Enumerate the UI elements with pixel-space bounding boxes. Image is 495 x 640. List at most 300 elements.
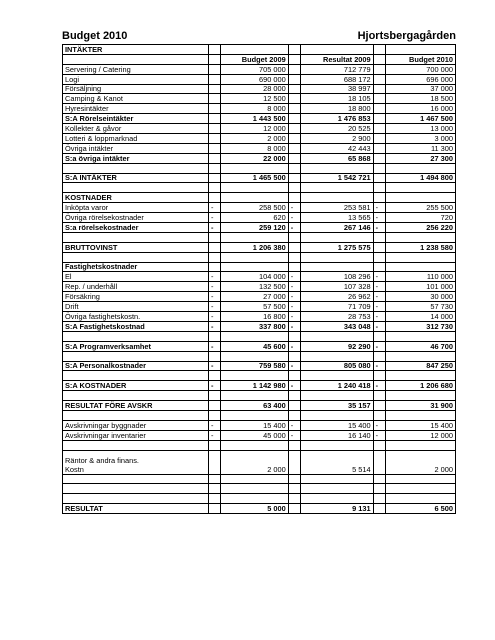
cell-budget-2010	[385, 183, 455, 193]
cell-sign-result-2009	[288, 401, 300, 411]
cell-sign-2010	[373, 351, 385, 361]
empty-row	[63, 494, 456, 504]
cell-sign-2009	[209, 262, 221, 272]
cell-sign-result-2009	[288, 84, 300, 94]
cell-sign-2009	[209, 232, 221, 242]
cell-label: Servering / Catering	[63, 64, 209, 74]
cell-sign-2010	[373, 242, 385, 252]
cell-result-2009: 92 290	[300, 341, 373, 351]
cell-budget-2009: 2 000	[220, 134, 288, 144]
cell-sign-2010: -	[373, 223, 385, 233]
cell-budget-2009: 22 000	[220, 153, 288, 163]
cell-label: Hyresintäkter	[63, 104, 209, 114]
cell-sign-2010	[373, 64, 385, 74]
cell-sign-2009: -	[209, 213, 221, 223]
cell-result-2009: 805 080	[300, 361, 373, 371]
table-row	[63, 341, 456, 351]
cell-sign-2010: -	[373, 321, 385, 331]
cell-sign-result-2009: -	[288, 223, 300, 233]
cell-sign-2009	[209, 410, 221, 420]
empty-row	[63, 351, 456, 361]
cell-sign-2010	[373, 401, 385, 411]
organization-name: Hjortsbergagården	[357, 30, 456, 42]
cell-budget-2009	[220, 183, 288, 193]
cell-sign-result-2009	[288, 252, 300, 262]
cell-result-2009	[300, 440, 373, 450]
cell-budget-2009: 258 500	[220, 203, 288, 213]
cell-sign-result-2009	[288, 331, 300, 341]
cell-budget-2009: 759 580	[220, 361, 288, 371]
cell-sign-result-2009	[288, 494, 300, 504]
cell-budget-2009: 1 142 980	[220, 381, 288, 391]
cell-result-2009	[300, 252, 373, 262]
cell-sign-result-2009	[288, 153, 300, 163]
cell-sign-2010	[373, 104, 385, 114]
cell-sign-result-2009	[288, 504, 300, 514]
cell-label: Avskrivningar byggnader	[63, 420, 209, 430]
cell-budget-2010: 31 900	[385, 401, 455, 411]
cell-sign-2009	[209, 124, 221, 134]
cell-label	[63, 331, 209, 341]
empty-row	[63, 232, 456, 242]
cell-sign-2009: -	[209, 292, 221, 302]
cell-budget-2010: 312 730	[385, 321, 455, 331]
cell-budget-2009	[220, 440, 288, 450]
cell-budget-2010: 1 206 680	[385, 381, 455, 391]
cell-budget-2010: 12 000	[385, 430, 455, 440]
table-row	[63, 381, 456, 391]
cell-budget-2010	[385, 410, 455, 420]
cell-sign-result-2009	[288, 351, 300, 361]
cell-result-2009: 38 997	[300, 84, 373, 94]
cell-budget-2010: Budget 2010	[385, 54, 455, 64]
cell-budget-2009: 620	[220, 213, 288, 223]
cell-sign-2010: -	[373, 420, 385, 430]
cell-result-2009: 18 105	[300, 94, 373, 104]
cell-label: El	[63, 272, 209, 282]
cell-result-2009: 1 542 721	[300, 173, 373, 183]
cell-budget-2010: 6 500	[385, 504, 455, 514]
cell-sign-2010	[373, 193, 385, 203]
cell-budget-2010	[385, 494, 455, 504]
cell-budget-2010	[385, 252, 455, 262]
cell-sign-2010	[373, 45, 385, 55]
cell-result-2009	[300, 232, 373, 242]
table-row	[63, 64, 456, 74]
table-row	[63, 213, 456, 223]
cell-budget-2009: 27 000	[220, 292, 288, 302]
cell-label	[63, 391, 209, 401]
cell-result-2009: 108 296	[300, 272, 373, 282]
cell-budget-2010: 3 000	[385, 134, 455, 144]
cell-result-2009: 28 753	[300, 312, 373, 322]
table-row	[63, 143, 456, 153]
cell-label: RESULTAT	[63, 504, 209, 514]
cell-sign-2010	[373, 252, 385, 262]
cell-sign-2009	[209, 351, 221, 361]
cell-label: Avskrivningar inventarier	[63, 430, 209, 440]
cell-sign-2009	[209, 183, 221, 193]
cell-result-2009: 9 131	[300, 504, 373, 514]
cell-sign-2009	[209, 163, 221, 173]
cell-sign-2009	[209, 391, 221, 401]
cell-sign-2009	[209, 252, 221, 262]
cell-label: Drift	[63, 302, 209, 312]
cell-result-2009	[300, 183, 373, 193]
cell-result-2009	[300, 262, 373, 272]
cell-sign-2010: -	[373, 292, 385, 302]
cell-label: Kollekter & gåvor	[63, 124, 209, 134]
cell-sign-2010: -	[373, 341, 385, 351]
cell-label	[63, 183, 209, 193]
cell-budget-2010	[385, 193, 455, 203]
cell-sign-result-2009	[288, 410, 300, 420]
cell-label: Räntor & andra finans. Kostn	[63, 450, 209, 474]
cell-sign-result-2009: -	[288, 420, 300, 430]
cell-sign-2009	[209, 494, 221, 504]
cell-label: S:A Rörelseintäkter	[63, 114, 209, 124]
cell-result-2009: 26 962	[300, 292, 373, 302]
cell-sign-2010	[373, 54, 385, 64]
cell-sign-2010: -	[373, 213, 385, 223]
cell-budget-2010: 255 500	[385, 203, 455, 213]
cell-sign-result-2009	[288, 183, 300, 193]
cell-sign-result-2009: -	[288, 312, 300, 322]
cell-result-2009	[300, 163, 373, 173]
cell-sign-2010	[373, 474, 385, 484]
table-row	[63, 242, 456, 252]
cell-result-2009: 18 800	[300, 104, 373, 114]
cell-sign-result-2009: -	[288, 213, 300, 223]
cell-sign-result-2009	[288, 193, 300, 203]
cell-result-2009: 107 328	[300, 282, 373, 292]
cell-result-2009: 712 779	[300, 64, 373, 74]
table-row	[63, 223, 456, 233]
cell-budget-2009: 16 800	[220, 312, 288, 322]
cell-budget-2010: 13 000	[385, 124, 455, 134]
table-row	[63, 504, 456, 514]
cell-sign-2009: -	[209, 430, 221, 440]
cell-result-2009: 343 048	[300, 321, 373, 331]
cell-sign-2010: -	[373, 312, 385, 322]
cell-sign-2009	[209, 450, 221, 474]
cell-budget-2009	[220, 252, 288, 262]
cell-sign-result-2009	[288, 124, 300, 134]
cell-sign-2010: -	[373, 282, 385, 292]
table-row	[63, 153, 456, 163]
cell-budget-2009: 8 000	[220, 143, 288, 153]
cell-sign-2010: -	[373, 302, 385, 312]
cell-sign-result-2009: -	[288, 282, 300, 292]
cell-result-2009	[300, 410, 373, 420]
cell-sign-result-2009	[288, 54, 300, 64]
cell-sign-2010	[373, 494, 385, 504]
cell-sign-result-2009: -	[288, 203, 300, 213]
cell-sign-result-2009	[288, 163, 300, 173]
cell-sign-result-2009	[288, 440, 300, 450]
cell-budget-2009	[220, 331, 288, 341]
cell-budget-2009: Budget 2009	[220, 54, 288, 64]
cell-budget-2010: 1 238 580	[385, 242, 455, 252]
cell-sign-result-2009	[288, 371, 300, 381]
cell-result-2009: 13 565	[300, 213, 373, 223]
cell-label: Försäljning	[63, 84, 209, 94]
cell-label: S:A Programverksamhet	[63, 341, 209, 351]
empty-row	[63, 252, 456, 262]
table-row	[63, 401, 456, 411]
cell-budget-2010	[385, 262, 455, 272]
cell-result-2009: 20 525	[300, 124, 373, 134]
cell-sign-2009	[209, 143, 221, 153]
cell-result-2009: Resultat 2009	[300, 54, 373, 64]
table-row	[63, 450, 456, 474]
cell-sign-2009	[209, 504, 221, 514]
cell-result-2009: 16 140	[300, 430, 373, 440]
cell-budget-2009	[220, 45, 288, 55]
cell-sign-result-2009: -	[288, 321, 300, 331]
cell-sign-2009	[209, 104, 221, 114]
cell-result-2009	[300, 371, 373, 381]
cell-sign-2009: -	[209, 272, 221, 282]
table-row	[63, 173, 456, 183]
table-row	[63, 45, 456, 55]
cell-sign-2009	[209, 74, 221, 84]
cell-budget-2010: 15 400	[385, 420, 455, 430]
table-row	[63, 321, 456, 331]
cell-budget-2010: 27 300	[385, 153, 455, 163]
cell-label: S:a övriga intäkter	[63, 153, 209, 163]
cell-sign-2010	[373, 84, 385, 94]
cell-budget-2010: 46 700	[385, 341, 455, 351]
cell-budget-2009	[220, 262, 288, 272]
cell-budget-2009: 337 800	[220, 321, 288, 331]
cell-budget-2010: 37 000	[385, 84, 455, 94]
cell-label: Lotteri & loppmarknad	[63, 134, 209, 144]
cell-sign-2009	[209, 242, 221, 252]
cell-sign-result-2009	[288, 232, 300, 242]
cell-budget-2009: 12 500	[220, 94, 288, 104]
cell-label: S:A Fastighetskostnad	[63, 321, 209, 331]
cell-sign-2010	[373, 134, 385, 144]
cell-budget-2009: 63 400	[220, 401, 288, 411]
empty-row	[63, 484, 456, 494]
cell-sign-2009: -	[209, 282, 221, 292]
cell-label	[63, 351, 209, 361]
cell-budget-2010: 1 467 500	[385, 114, 455, 124]
cell-result-2009: 15 400	[300, 420, 373, 430]
cell-budget-2009	[220, 410, 288, 420]
cell-sign-2010: -	[373, 381, 385, 391]
cell-budget-2010	[385, 484, 455, 494]
cell-budget-2010	[385, 351, 455, 361]
cell-label: S:A KOSTNADER	[63, 381, 209, 391]
cell-sign-result-2009: -	[288, 341, 300, 351]
cell-result-2009: 688 172	[300, 74, 373, 84]
cell-budget-2009: 259 120	[220, 223, 288, 233]
cell-sign-2009	[209, 331, 221, 341]
table-row	[63, 361, 456, 371]
table-row	[63, 134, 456, 144]
cell-budget-2009: 45 000	[220, 430, 288, 440]
cell-budget-2009: 45 600	[220, 341, 288, 351]
cell-label: Rep. / underhåll	[63, 282, 209, 292]
cell-sign-2010	[373, 94, 385, 104]
table-row	[63, 420, 456, 430]
cell-sign-result-2009	[288, 474, 300, 484]
cell-result-2009	[300, 474, 373, 484]
table-row	[63, 74, 456, 84]
cell-label: Försäkring	[63, 292, 209, 302]
cell-label	[63, 163, 209, 173]
table-row	[63, 312, 456, 322]
cell-budget-2009: 57 500	[220, 302, 288, 312]
cell-sign-2010	[373, 114, 385, 124]
cell-budget-2010: 16 000	[385, 104, 455, 114]
cell-budget-2010: 2 000	[385, 450, 455, 474]
cell-budget-2010	[385, 232, 455, 242]
table-row	[63, 203, 456, 213]
cell-sign-result-2009: -	[288, 292, 300, 302]
cell-sign-result-2009: -	[288, 381, 300, 391]
cell-label: RESULTAT FÖRE AVSKR	[63, 401, 209, 411]
cell-sign-2010	[373, 143, 385, 153]
cell-sign-result-2009: -	[288, 430, 300, 440]
cell-budget-2010	[385, 163, 455, 173]
cell-label	[63, 371, 209, 381]
empty-row	[63, 163, 456, 173]
cell-sign-2009: -	[209, 361, 221, 371]
empty-row	[63, 371, 456, 381]
cell-budget-2009: 705 000	[220, 64, 288, 74]
cell-budget-2010: 696 000	[385, 74, 455, 84]
cell-sign-2009: -	[209, 223, 221, 233]
cell-budget-2010: 101 000	[385, 282, 455, 292]
budget-table	[62, 44, 456, 514]
cell-budget-2010: 847 250	[385, 361, 455, 371]
cell-sign-2009	[209, 440, 221, 450]
cell-result-2009	[300, 391, 373, 401]
cell-sign-result-2009: -	[288, 272, 300, 282]
cell-label	[63, 484, 209, 494]
cell-result-2009	[300, 193, 373, 203]
cell-budget-2009: 1 465 500	[220, 173, 288, 183]
cell-result-2009	[300, 45, 373, 55]
cell-sign-2009	[209, 114, 221, 124]
page-header	[62, 30, 456, 44]
empty-row	[63, 410, 456, 420]
cell-sign-result-2009	[288, 450, 300, 474]
cell-budget-2009: 8 000	[220, 104, 288, 114]
cell-sign-2010	[373, 74, 385, 84]
cell-sign-result-2009	[288, 114, 300, 124]
cell-budget-2009	[220, 494, 288, 504]
cell-label: S:A INTÄKTER	[63, 173, 209, 183]
table-row	[63, 94, 456, 104]
cell-budget-2010	[385, 331, 455, 341]
cell-sign-2009	[209, 153, 221, 163]
cell-sign-result-2009: -	[288, 361, 300, 371]
cell-result-2009: 35 157	[300, 401, 373, 411]
cell-sign-result-2009	[288, 262, 300, 272]
cell-sign-2009	[209, 173, 221, 183]
cell-sign-2009: -	[209, 312, 221, 322]
cell-budget-2009	[220, 193, 288, 203]
cell-sign-2009: -	[209, 203, 221, 213]
cell-label: S:a rörelsekostnader	[63, 223, 209, 233]
cell-budget-2010	[385, 371, 455, 381]
cell-result-2009: 71 709	[300, 302, 373, 312]
empty-row	[63, 474, 456, 484]
cell-budget-2009: 15 400	[220, 420, 288, 430]
cell-sign-2009	[209, 84, 221, 94]
table-row	[63, 262, 456, 272]
cell-sign-2009: -	[209, 420, 221, 430]
cell-sign-2010: -	[373, 361, 385, 371]
cell-sign-2010	[373, 232, 385, 242]
cell-budget-2009: 1 443 500	[220, 114, 288, 124]
table-row	[63, 430, 456, 440]
cell-budget-2009: 5 000	[220, 504, 288, 514]
cell-budget-2010: 256 220	[385, 223, 455, 233]
cell-sign-result-2009	[288, 242, 300, 252]
table-row	[63, 104, 456, 114]
cell-label: KOSTNADER	[63, 193, 209, 203]
cell-budget-2010: 14 000	[385, 312, 455, 322]
cell-budget-2009: 2 000	[220, 450, 288, 474]
cell-budget-2009: 104 000	[220, 272, 288, 282]
cell-sign-2010	[373, 484, 385, 494]
cell-label	[63, 252, 209, 262]
cell-sign-2010	[373, 331, 385, 341]
cell-budget-2009: 28 000	[220, 84, 288, 94]
cell-sign-2010: -	[373, 430, 385, 440]
cell-sign-2010: -	[373, 203, 385, 213]
cell-sign-2009	[209, 401, 221, 411]
empty-row	[63, 331, 456, 341]
cell-budget-2010: 1 494 800	[385, 173, 455, 183]
empty-row	[63, 440, 456, 450]
cell-label: S:A Personalkostnader	[63, 361, 209, 371]
cell-sign-2010	[373, 153, 385, 163]
table-row	[63, 54, 456, 64]
cell-sign-result-2009	[288, 104, 300, 114]
cell-budget-2010	[385, 440, 455, 450]
cell-sign-2010	[373, 173, 385, 183]
table-row	[63, 193, 456, 203]
cell-sign-2009	[209, 54, 221, 64]
cell-budget-2009	[220, 371, 288, 381]
table-row	[63, 124, 456, 134]
cell-label: Inköpta varor	[63, 203, 209, 213]
cell-label: Övriga rörelsekostnader	[63, 213, 209, 223]
cell-sign-result-2009	[288, 94, 300, 104]
table-row	[63, 272, 456, 282]
cell-sign-2010	[373, 391, 385, 401]
cell-label	[63, 232, 209, 242]
cell-budget-2009	[220, 351, 288, 361]
cell-budget-2010: 57 730	[385, 302, 455, 312]
cell-sign-2009: -	[209, 341, 221, 351]
cell-result-2009: 1 275 575	[300, 242, 373, 252]
cell-sign-result-2009	[288, 64, 300, 74]
cell-budget-2009	[220, 391, 288, 401]
cell-label	[63, 440, 209, 450]
cell-sign-2010	[373, 504, 385, 514]
cell-budget-2010: 18 500	[385, 94, 455, 104]
cell-sign-result-2009	[288, 45, 300, 55]
cell-sign-result-2009	[288, 143, 300, 153]
cell-result-2009	[300, 484, 373, 494]
